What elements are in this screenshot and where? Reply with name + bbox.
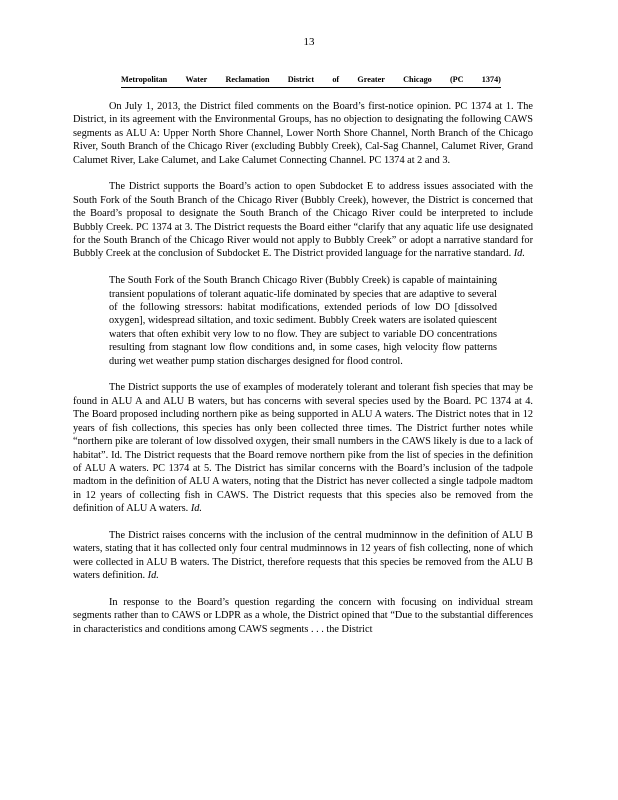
citation: Id. bbox=[147, 570, 159, 582]
header-word: (PC bbox=[449, 75, 464, 84]
citation: Id. bbox=[513, 248, 525, 260]
header-word: Greater bbox=[357, 75, 385, 84]
paragraph-text: The District supports the Board’s action to open Subdocket E to address issues associated with the South Fork of the South Branch of the Chicago River (Bubbly Creek), however, the District is concerned that the Board’s proposal to designate the South Branch of the Chicago River could be interpreted to include Bubbly Creek. PC 1374 at 3. The District requests the Board either “clarify that any aquatic life use designated for the South Branch of the Chicago River would not apply to Bubbly Creek” or adopt a narrative standard for Bubbly Creek at the conclusion of Subdocket E. The District provided language for the narrative standard. bbox=[73, 181, 533, 260]
paragraph bbox=[73, 381, 533, 515]
document-body bbox=[73, 100, 533, 636]
paragraph-text: In response to the Board’s question regarding the concern with focusing on individual stream segments rather than to CAWS or LDPR as a whole, the District opined that “Due to the substantial differences in characteristics and conditions among CAWS segments . . . the District bbox=[73, 596, 533, 635]
header-word: of bbox=[332, 75, 340, 84]
paragraph bbox=[73, 180, 533, 260]
header-word: Chicago bbox=[403, 75, 432, 84]
header-word: 1374) bbox=[481, 75, 501, 84]
header-word: Water bbox=[185, 75, 208, 84]
paragraph bbox=[73, 100, 533, 167]
running-header bbox=[121, 73, 501, 88]
paragraph bbox=[73, 529, 533, 583]
page-number: 13 bbox=[303, 36, 315, 48]
header-word: District bbox=[287, 75, 315, 84]
header-word: Metropolitan bbox=[121, 75, 168, 84]
paragraph bbox=[73, 596, 533, 636]
citation: Id. bbox=[190, 503, 202, 515]
quote-text: The South Fork of the South Branch Chicago River (Bubbly Creek) is capable of maintaining transient populations of tolerant aquatic-life dominated by species that are adaptive to several of the following stressors: habitat modifications, extended periods of low DO [dissolved oxygen], widespread siltation, and toxic sediment. Bubbly Creek waters are isolated quiescent waters that often exhibit very low to no flow. They are subject to variable DO concentrations resulting from stagnant low flow conditions and, in some cases, high velocity flow patterns during wet weather pump station discharges designed for flood control. bbox=[109, 275, 497, 367]
paragraph-text: On July 1, 2013, the District filed comments on the Board’s first-notice opinion. PC 1374 at 1. The District, in its agreement with the Environmental Groups, has no objection to designating the following CAWS segments as ALU A: Upper North Shore Channel, Lower North Shore Channel, North Branch of the Chicago River, South Branch of the Chicago River (excluding Bubbly Creek), Cal-Sag Channel, Calumet River, Grand Calumet River, Lake Calumet, and Lake Calumet Connecting Channel. PC 1374 at 2 and 3. bbox=[73, 101, 533, 166]
paragraph-text: The District supports the use of examples of moderately tolerant and tolerant fish species that may be found in ALU A and ALU B waters, but has concerns with several species used by the Board. PC 1374 at 4. The Board proposed including northern pike as being supported in ALU A waters. The District notes that in 12 years of fish collections, this species has only been collected three times. The District further notes while “northern pike are tolerant of low dissolved oxygen, their small numbers in the CAWS likely is due to a lack of habitat”. Id. The District requests that the Board remove northern pike from the list of species in the definition of ALU A waters. PC 1374 at 5. The District has similar concerns with the Board’s inclusion of the tadpole madtom in the definition of ALU A waters, noting that the District has never collected a single tadpole madtom in 12 years of collecting fish in CAWS. The District requests that this species also be removed from the definition of ALU A waters. bbox=[73, 382, 533, 515]
header-word: Reclamation bbox=[225, 75, 270, 84]
block-quote bbox=[109, 274, 497, 368]
paragraph-text: The District raises concerns with the inclusion of the central mudminnow in the definition of ALU B waters, stating that it has collected only four central mudminnows in 12 years of fish collecting, none of which were collected in ALU B waters. The District, therefore requests that this species be removed from the ALU B waters definition. bbox=[73, 529, 533, 582]
